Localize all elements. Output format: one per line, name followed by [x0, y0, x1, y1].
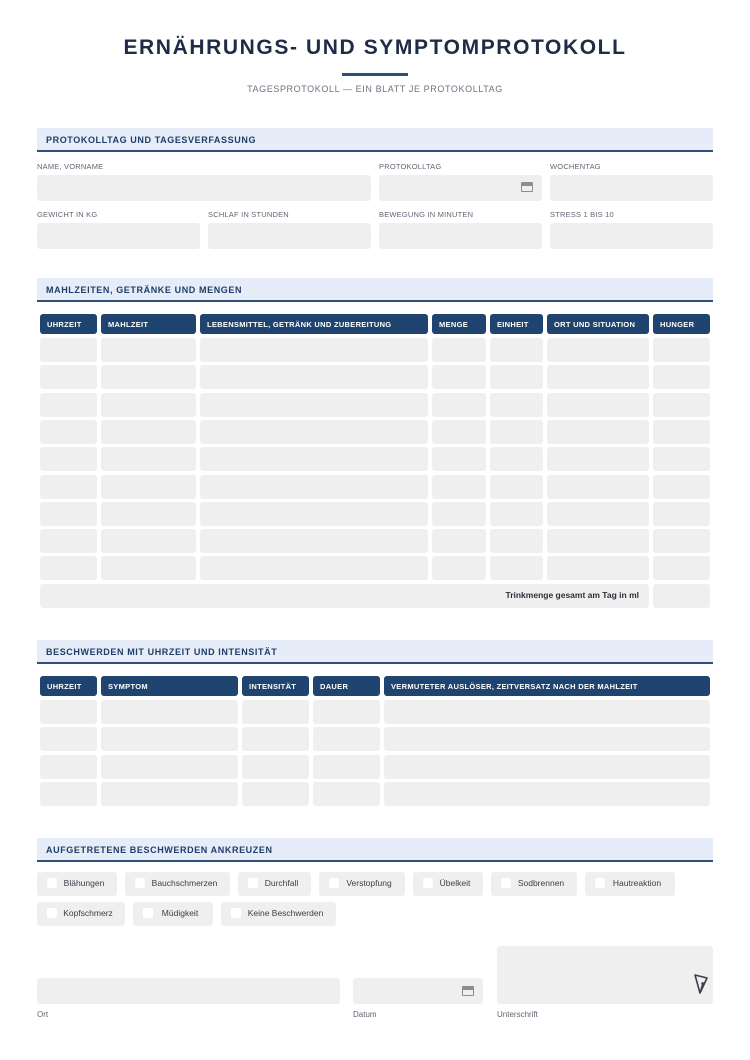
meal-cell[interactable] [432, 447, 486, 471]
symptom-cell[interactable] [384, 755, 710, 779]
drink-total-label: Trinkmenge gesamt am Tag in ml [40, 584, 649, 608]
meal-cell[interactable] [101, 529, 196, 553]
symptom-cell[interactable] [101, 727, 238, 751]
calendar-icon[interactable] [521, 182, 533, 192]
meals-col-food: LEBENSMITTEL, GETRÄNK UND ZUBEREITUNG [200, 314, 428, 334]
weekday-input[interactable] [550, 175, 713, 201]
checkbox[interactable] [501, 878, 511, 888]
symptom-cell[interactable] [242, 782, 309, 806]
meal-cell[interactable] [200, 556, 428, 580]
stress-label: STRESS 1 BIS 10 [550, 210, 614, 219]
meal-cell[interactable] [200, 420, 428, 444]
symptoms-col-duration: DAUER [313, 676, 380, 696]
weekday-label: WOCHENTAG [550, 162, 601, 171]
symptom-cell[interactable] [242, 727, 309, 751]
meal-cell[interactable] [432, 338, 486, 362]
meal-cell[interactable] [432, 556, 486, 580]
symptom-cell[interactable] [101, 755, 238, 779]
section-title-symptoms: BESCHWERDEN MIT UHRZEIT UND INTENSITÄT [37, 640, 713, 664]
checkbox[interactable] [47, 878, 57, 888]
check-label: Verstopfung [346, 878, 392, 888]
check-kopfschmerz[interactable] [37, 902, 125, 926]
meal-cell[interactable] [547, 365, 649, 389]
signature-field[interactable] [497, 946, 713, 1004]
check-label: Hautreaktion [612, 878, 662, 888]
drink-total-input[interactable] [653, 584, 710, 608]
check-blaehungen[interactable] [37, 872, 117, 896]
weight-label: GEWICHT IN KG [37, 210, 98, 219]
symptoms-col-intensity: INTENSITÄT [242, 676, 309, 696]
checkbox[interactable] [595, 878, 605, 888]
meal-cell[interactable] [653, 365, 710, 389]
symptoms-col-time: UHRZEIT [40, 676, 97, 696]
check-muedigkeit[interactable] [133, 902, 213, 926]
symptom-cell[interactable] [40, 727, 97, 751]
meal-cell[interactable] [432, 475, 486, 499]
check-label: Übelkeit [439, 878, 471, 888]
meal-cell[interactable] [40, 475, 97, 499]
place-input[interactable] [37, 978, 340, 1004]
meal-cell[interactable] [101, 365, 196, 389]
date-label: PROTOKOLLTAG [379, 162, 442, 171]
meal-cell[interactable] [490, 393, 543, 417]
meal-cell[interactable] [547, 529, 649, 553]
check-sodbrennen[interactable] [491, 872, 577, 896]
symptom-cell[interactable] [313, 755, 380, 779]
meal-cell[interactable] [40, 556, 97, 580]
meal-cell[interactable] [101, 447, 196, 471]
check-label: Bauchschmerzen [151, 878, 218, 888]
meal-cell[interactable] [101, 556, 196, 580]
check-label: Kopfschmerz [63, 908, 113, 918]
checkbox[interactable] [329, 878, 339, 888]
meal-cell[interactable] [200, 447, 428, 471]
meal-cell[interactable] [432, 393, 486, 417]
check-label: Blähungen [63, 878, 105, 888]
exercise-label: BEWEGUNG IN MINUTEN [379, 210, 474, 219]
signing-date-input[interactable] [353, 978, 483, 1004]
checkbox[interactable] [47, 908, 57, 918]
symptom-cell[interactable] [40, 782, 97, 806]
symptom-cell[interactable] [101, 782, 238, 806]
signature-label: Unterschrift [497, 1010, 538, 1019]
check-durchfall[interactable] [238, 872, 311, 896]
symptoms-col-symptom: SYMPTOM [101, 676, 238, 696]
symptom-cell[interactable] [242, 700, 309, 724]
pen-nib-icon [692, 972, 710, 996]
symptom-cell[interactable] [313, 700, 380, 724]
meals-col-meal: MAHLZEIT [101, 314, 196, 334]
meal-cell[interactable] [432, 365, 486, 389]
symptom-cell[interactable] [40, 755, 97, 779]
meal-cell[interactable] [490, 556, 543, 580]
check-hautreaktion[interactable] [585, 872, 675, 896]
name-input[interactable] [37, 175, 371, 201]
meal-cell[interactable] [200, 529, 428, 553]
symptom-cell[interactable] [384, 700, 710, 724]
meal-cell[interactable] [432, 502, 486, 526]
meal-cell[interactable] [547, 556, 649, 580]
meal-cell[interactable] [547, 420, 649, 444]
section-title-checkboxes: AUFGETRETENE BESCHWERDEN ANKREUZEN [37, 838, 713, 862]
weight-input[interactable] [37, 223, 200, 249]
checkbox[interactable] [248, 878, 258, 888]
symptom-cell[interactable] [40, 700, 97, 724]
meal-cell[interactable] [653, 393, 710, 417]
meal-cell[interactable] [547, 447, 649, 471]
meal-cell[interactable] [40, 338, 97, 362]
check-bauchschmerzen[interactable] [125, 872, 230, 896]
meal-cell[interactable] [200, 502, 428, 526]
meal-cell[interactable] [101, 475, 196, 499]
check-keine-beschwerden[interactable] [221, 902, 336, 926]
meal-cell[interactable] [40, 420, 97, 444]
meals-col-amount: MENGE [432, 314, 486, 334]
meal-cell[interactable] [653, 447, 710, 471]
check-label: Müdigkeit [161, 908, 199, 918]
meal-cell[interactable] [490, 420, 543, 444]
calendar-icon[interactable] [462, 986, 474, 996]
section-title-meals: MAHLZEITEN, GETRÄNKE UND MENGEN [37, 278, 713, 302]
meal-cell[interactable] [547, 475, 649, 499]
meal-cell[interactable] [432, 529, 486, 553]
meal-cell[interactable] [200, 393, 428, 417]
meal-cell[interactable] [490, 529, 543, 553]
meal-cell[interactable] [547, 502, 649, 526]
meal-cell[interactable] [490, 502, 543, 526]
meal-cell[interactable] [653, 420, 710, 444]
meal-cell[interactable] [490, 338, 543, 362]
stress-input[interactable] [550, 223, 713, 249]
meal-cell[interactable] [653, 529, 710, 553]
meals-col-unit: EINHEIT [490, 314, 543, 334]
meal-cell[interactable] [40, 502, 97, 526]
title-divider [342, 73, 408, 76]
meal-cell[interactable] [547, 393, 649, 417]
meal-cell[interactable] [200, 475, 428, 499]
symptom-cell[interactable] [313, 727, 380, 751]
section-title-day: PROTOKOLLTAG UND TAGESVERFASSUNG [37, 128, 713, 152]
signing-date-label: Datum [353, 1010, 377, 1019]
page-subtitle: TAGESPROTOKOLL — EIN BLATT JE PROTOKOLLTAG [247, 84, 503, 94]
meal-cell[interactable] [101, 393, 196, 417]
meal-cell[interactable] [200, 365, 428, 389]
meal-cell[interactable] [653, 502, 710, 526]
checkbox[interactable] [135, 878, 145, 888]
symptom-cell[interactable] [101, 700, 238, 724]
sleep-label: SCHLAF IN STUNDEN [208, 210, 289, 219]
place-label: Ort [37, 1010, 49, 1019]
meals-col-place: ORT UND SITUATION [547, 314, 649, 334]
check-verstopfung[interactable] [319, 872, 405, 896]
meal-cell[interactable] [40, 529, 97, 553]
meal-cell[interactable] [40, 447, 97, 471]
meal-cell[interactable] [40, 365, 97, 389]
meal-cell[interactable] [653, 556, 710, 580]
meal-cell[interactable] [490, 475, 543, 499]
meals-col-time: UHRZEIT [40, 314, 97, 334]
symptom-cell[interactable] [384, 782, 710, 806]
name-label: NAME, VORNAME [37, 162, 104, 171]
symptom-cell[interactable] [384, 727, 710, 751]
check-label: Sodbrennen [517, 878, 565, 888]
meal-cell[interactable] [490, 447, 543, 471]
check-label: Durchfall [264, 878, 299, 888]
meal-cell[interactable] [432, 420, 486, 444]
sleep-input[interactable] [208, 223, 371, 249]
meal-cell[interactable] [653, 338, 710, 362]
date-input[interactable] [379, 175, 542, 201]
exercise-input[interactable] [379, 223, 542, 249]
symptom-cell[interactable] [313, 782, 380, 806]
meal-cell[interactable] [200, 338, 428, 362]
check-uebelkeit[interactable] [413, 872, 483, 896]
meal-cell[interactable] [653, 475, 710, 499]
meal-cell[interactable] [490, 365, 543, 389]
meal-cell[interactable] [101, 420, 196, 444]
meals-col-hunger: HUNGER [653, 314, 710, 334]
meal-cell[interactable] [40, 393, 97, 417]
checkbox[interactable] [231, 908, 241, 918]
checkbox[interactable] [143, 908, 153, 918]
check-label: Keine Beschwerden [247, 908, 324, 918]
checkbox[interactable] [423, 878, 433, 888]
meal-cell[interactable] [547, 338, 649, 362]
symptom-cell[interactable] [242, 755, 309, 779]
symptoms-col-trigger: VERMUTETER AUSLÖSER, ZEITVERSATZ NACH DER MAHLZEIT [384, 676, 710, 696]
meal-cell[interactable] [101, 502, 196, 526]
meal-cell[interactable] [101, 338, 196, 362]
page-title: ERNÄHRUNGS- UND SYMPTOMPROTOKOLL [123, 36, 627, 59]
